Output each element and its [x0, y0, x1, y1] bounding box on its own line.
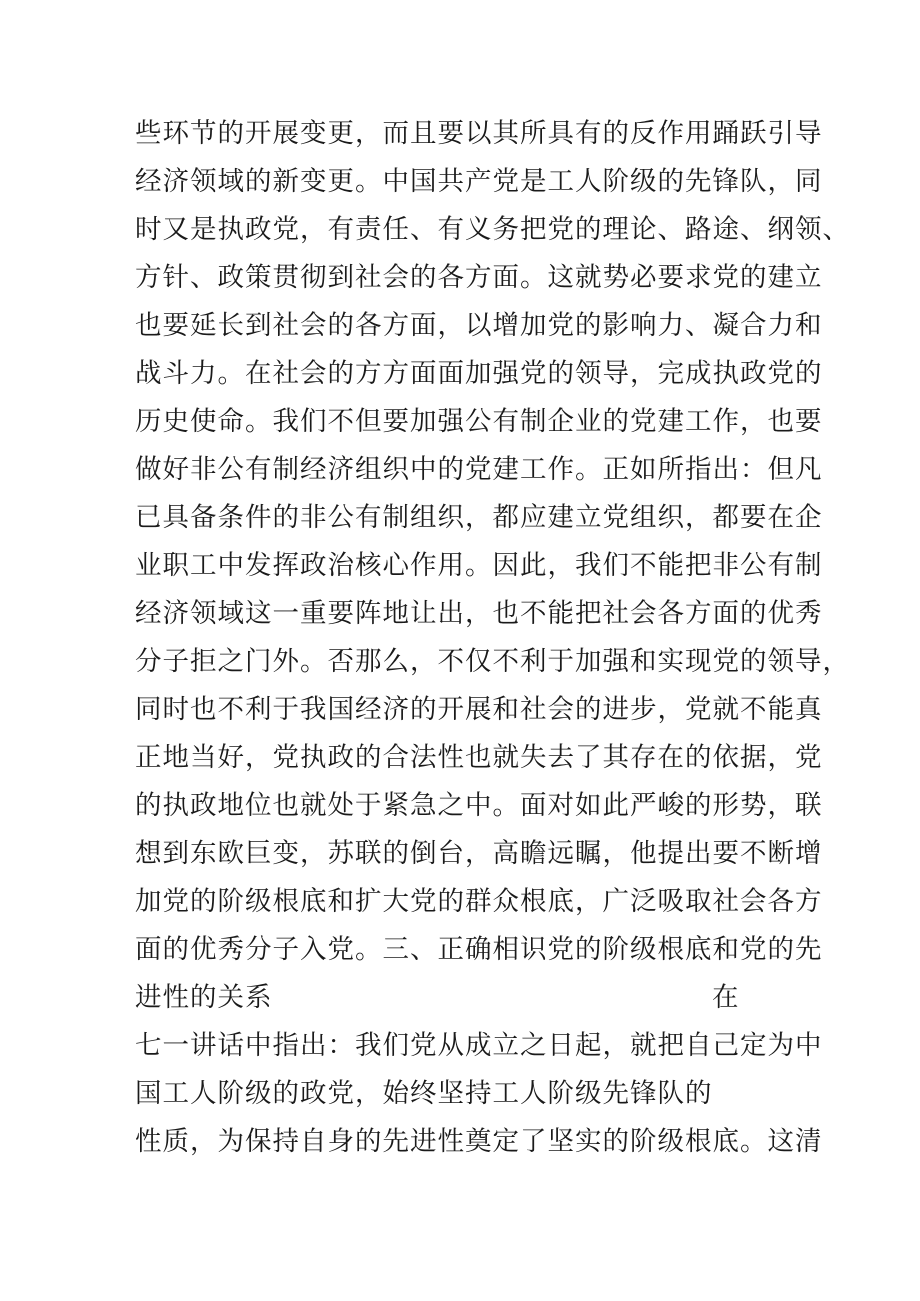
- text-line: 经济领域的新变更。中国共产党是工人阶级的先锋队，同: [135, 166, 823, 197]
- text-line: 同时也不利于我国经济的开展和社会的进步，党就不能真: [135, 694, 823, 725]
- text-line: 些环节的开展变更，而且要以其所具有的反作用踊跃引导: [135, 118, 823, 149]
- text-line: 面的优秀分子入党。三、正确相识党的阶级根底和党的先: [135, 934, 823, 965]
- text-line: 业职工中发挥政治核心作用。因此，我们不能把非公有制: [135, 550, 823, 581]
- text-line: 已具备条件的非公有制组织，都应建立党组织，都要在企: [135, 502, 823, 533]
- text-line: 历史使命。我们不但要加强公有制企业的党建工作，也要: [135, 406, 823, 437]
- text-line: 时又是执政党，有责任、有义务把党的理论、路途、纲领、: [135, 214, 850, 245]
- text-line-tail: 在: [712, 982, 739, 1013]
- text-line: 加党的阶级根底和扩大党的群众根底，广泛吸取社会各方: [135, 886, 823, 917]
- text-line: 的执政地位也就处于紧急之中。面对如此严峻的形势，联: [135, 790, 823, 821]
- text-line: 也要延长到社会的各方面，以增加党的影响力、凝合力和: [135, 310, 823, 341]
- text-line: 七一讲话中指出：我们党从成立之日起，就把自己定为中: [135, 1030, 823, 1061]
- text-line: 分子拒之门外。否那么，不仅不利于加强和实现党的领导，: [135, 646, 850, 677]
- text-line: 做好非公有制经济组织中的党建工作。正如所指出：但凡: [135, 454, 823, 485]
- text-line: 想到东欧巨变，苏联的倒台，高瞻远瞩，他提出要不断增: [135, 838, 823, 869]
- text-line: 正地当好，党执政的合法性也就失去了其存在的依据，党: [135, 742, 823, 773]
- text-line: 经济领域这一重要阵地让出，也不能把社会各方面的优秀: [135, 598, 823, 629]
- text-line: 国工人阶级的政党，始终坚持工人阶级先锋队的: [135, 1078, 713, 1109]
- text-line: 方针、政策贯彻到社会的各方面。这就势必要求党的建立: [135, 262, 823, 293]
- text-line: 进性的关系: [135, 982, 273, 1013]
- text-line: 性质，为保持自身的先进性奠定了坚实的阶级根底。这清: [135, 1126, 823, 1157]
- text-line: 战斗力。在社会的方方面面加强党的领导，完成执政党的: [135, 358, 823, 389]
